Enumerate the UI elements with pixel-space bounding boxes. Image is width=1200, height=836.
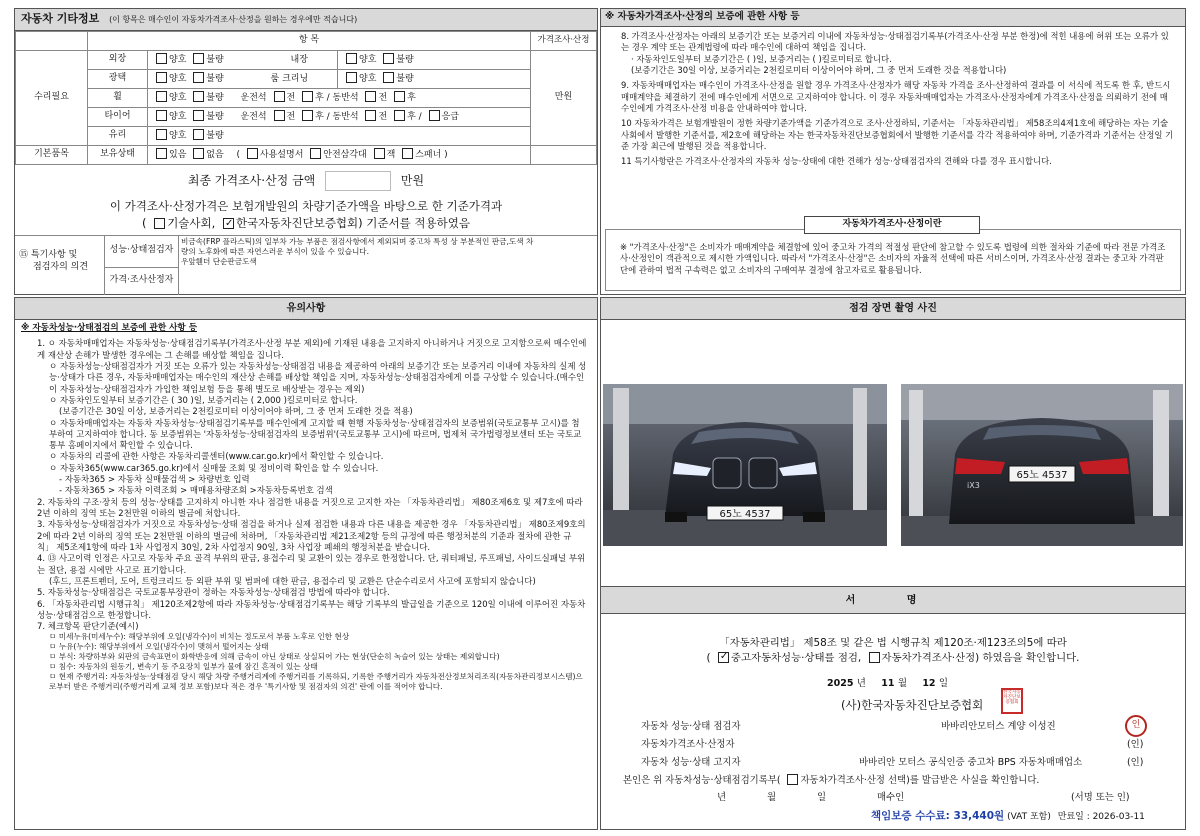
checkbox[interactable] [274,91,285,102]
checkbox[interactable] [193,72,204,83]
front-car-photo [603,384,887,546]
notice-criteria: ㅁ 누유(누수): 해당부위에서 오일(냉각수)이 맺혀서 떨어지는 상태 [49,642,269,652]
checkbox[interactable] [193,129,204,140]
guarantee-item-10: 10 자동차가격은 보험개발원이 정한 차량기준가액을 기준가격으로 조사·산정하되, 기준서는 「자동차관리법」 제58조의4제1호에 해당하는 자는 기술사회에서 발행한 기준서를, 제2호에 해당하는 자는 한국자동차진단보증협회에서 발행한 기준서를 각각 적용하여야 하며, 기준가격과 기준서는 산정일 기준 가장 최근에 발행된 것을 적용합니다. [621,118,1174,152]
notice-line: ㅇ 자동차인도일부터 보증기간은 ( 30 )일, 보증거리는 ( 2,000 )킬로미터로 합니다. [49,394,358,405]
row-label-gloss: 광택 [88,70,148,89]
checkbox[interactable] [394,91,405,102]
exterior-options: 양호 불량 내장 [148,51,338,70]
checkbox[interactable] [156,72,167,83]
basis-line: 이 가격조사·산정가격은 보험개발원의 차량기준가액을 바탕으로 한 기준가격과 [109,199,503,213]
special-notes-block [15,235,597,294]
perf-inspector-opinion: 비금속(FRP 플라스틱)의 일부차 가능 부품은 점검사항에서 제외되며 중고차 특성 상 부분적인 판금,도색 차 량의 노후화에 따른 자연스러운 부식이 있을 수 있습니다. 우앞휀더 단순판금도색 [181,237,534,266]
notice-line: ㅇ 자동차365(www.car365.go.kr)에서 실매물 조회 및 정비이력 확인을 할 수 있습니다. [49,462,379,473]
interior-options: 양호 불량 [338,51,531,70]
signatory-row: 자동차가격조사·산정자 (인) [641,739,1144,750]
association-name: (사)한국자동차진단보증협회 [841,698,984,712]
checkbox[interactable] [383,72,394,83]
notice-line: ㅇ 자동차성능·상태점검자가 거짓 또는 오류가 있는 자동차성능·상태점검 내용을 제공하여 아래의 보증기간 또는 보증거리 이내에 자동차의 실제 성능·상태가 다른 경우, 자동차매매업자는 매수인의 재산상 손해를 배상할 책임을 지며, 자동차성능·상태점검자에게 이를 구상할 수 있습니다.(매수인이 자동차성능·상태점검자가 가입한 책임보험 등을 통해 별도로 배상받는 경우는 제외) [49,360,587,394]
checkbox[interactable] [310,148,321,159]
guarantee-fee: 책임보증 수수료: 33,440원 [871,810,1005,822]
notice-criteria: ㅁ 침수: 자동차의 원동기, 변속기 등 주요장치 일부가 물에 잠긴 흔적이 있는 상태 [49,662,318,672]
signature-date: 2025 년 11 월 12 일 [827,678,949,689]
special-notes-label: ⑮ 특기사항 및 점검자의 의견 [15,236,105,295]
notice-line: 2. 자동차의 구조·장치 등의 성능·상태를 고지하지 아니한 자나 점검한 내용을 거짓으로 고지한 자는 「자동차관리법」 제80조제6호 및 제7호에 따라 2년 이하의 징역 또는 2천만원 이하의 벌금에 처합니다. [37,496,583,519]
checkbox[interactable] [193,148,204,159]
checkbox[interactable] [365,91,376,102]
notice-line: ㅇ 자동차의 리콜에 관한 사항은 자동차리콜센터(www.car.go.kr)에서 확인할 수 있습니다. [49,451,384,462]
notice-line: 5. 자동차성능·상태점검은 국토교통부장관이 정하는 자동차성능·상태점검 방법에 따라야 합니다. [37,587,390,598]
checkbox[interactable] [193,110,204,121]
checkbox[interactable] [346,53,357,64]
row-label-exterior: 외장 [88,51,148,70]
notice-line: ㅇ 자동차매매업자는 자동차 자동차성능·상태점검기록부를 매수인에게 고지할 때 현행 자동차성능·상태점검자의 보증범위(국토교통부 고시)를 첨부하여 고지하여야 합니다. 동 보증범위는 '자동차성능·상태점검자의 보증범위'(국토교통부 고시)에 따르며, 법제처 국가법령정보센터 또는 국토교통부 홈페이지에서 확인할 수 있습니다. [49,417,582,451]
front-car-image [603,384,887,546]
checkbox[interactable] [156,53,167,64]
notice-body [15,334,597,691]
price-basis: 이 가격조사·산정가격은 보험개발원의 차량기준가액을 바탕으로 한 기준가격과 ( 기술사회, ✓ 한국자동차진단보증협회) 기준서를 적용하였음 [15,198,597,233]
col-item-header: 항 목 [88,32,531,51]
front-plate-text: 65노 4537 [719,509,771,520]
row-label-glass: 유리 [88,127,148,146]
notice-criteria: ㅁ 부식: 차량하부와 외판의 금속표면이 화학반응에 의해 금속이 아닌 상태로 상실되어 가는 현상(단순히 녹슬어 있는 상태는 제외합니다) [49,652,500,662]
signatory-row: 자동차 성능·상태 점검자 바바리안모터스 계양 이성진 인 [641,720,1161,738]
rear-plate-text: 65노 4537 [1016,470,1068,481]
checkbox[interactable] [247,148,258,159]
model-badge: iX3 [967,481,980,490]
price-inspector-label: 가격·조사산정자 [105,268,179,295]
vehicle-other-info-section [14,8,598,295]
unit-man: 만원 [531,51,597,146]
checkbox-price-select[interactable] [787,774,798,785]
row-label-tire: 타이어 [88,108,148,127]
association-seal-icon: 한국자동차진단보증협회 [1001,688,1023,714]
row-label-interior: 내장 [290,55,308,66]
checkbox[interactable] [156,148,167,159]
guarantee-item-8: 8. 가격조사·산정자는 아래의 보증기간 또는 보증거리 이내에 자동차성능·상태점검기록부(가격조사·산정 부분 한정)에 적힌 내용에 허위 또는 오류가 있는 경우 계약 또는 관계법령에 따라 매수인에 대하여 책임을 집니다. [621,31,1169,53]
checkbox[interactable] [156,91,167,102]
final-price-input[interactable] [325,171,391,191]
notice-line: (후드, 프론트펜더, 도어, 트렁크리드 등 외판 부위 및 범퍼에 대한 판금, 용접수리 및 교환은 단순수리로서 사고에 포함되지 않습니다) [49,575,536,586]
checkbox[interactable] [374,148,385,159]
price-definition-box [605,219,1181,291]
checkbox[interactable] [156,110,167,121]
checkbox[interactable] [429,110,440,121]
notice-title: 유의사항 [15,298,597,320]
price-definition-title: 자동차가격조사·산정이란 [804,216,980,234]
notice-line: - 자동차365 > 자동차 실매물검색 > 차량번호 입력 [59,474,250,485]
receipt-confirmation: 본인은 위 자동차성능·상태점검기록부( 자동차가격조사·산정 선택)를 발급받은 사실을 확인합니다. [623,775,1040,786]
condition-table: 항 목 가격조사·산정 수리필요 외장 양호 불량 내장 양호 불량 만원 광택 양호 불량 룸 크리닝 양호 불량 휠 양호 불량 운전석 전 후 / 동반석 전 후 타이어 양호 불량 운전석 전 후 / 동반석 전 후 / 응급 유리 양호 불량 기본품목 보유상태 있음 없음 ( 사용설명서 안전삼각대 잭 스패너 ) [15,31,597,165]
notice-line: - 자동차365 > 자동차 이력조회 > 매매용차량조회 >자동차등록번호 검색 [59,485,333,496]
checkbox[interactable] [402,148,413,159]
rear-car-image [901,384,1183,546]
checkbox[interactable] [302,91,313,102]
checkbox[interactable] [346,72,357,83]
checkbox-kad-checked[interactable] [223,218,234,229]
signature-title: 서 명 [601,587,1185,613]
row-label-own-status: 보유상태 [88,146,148,165]
notice-criteria: ㅁ 현재 주행거리: 자동차성능·상태점검 당시 해당 차량 주행거리계에 주행거리를 기록하되, 기록한 주행거리가 자동차전산정보처리조직(자동차관리정보시스템)으로부터 받은 주행거리(주행거리계 교체 정보 포함)보다 적은 경우 '특기사항 및 점검자의 의견' 란에 이를 적어야 합니다. [49,671,583,691]
notice-criteria: ㅁ 미세누유(미세누수): 해당부위에 오일(냉각수)이 비치는 정도로서 부품 노후로 인한 현상 [49,632,350,642]
guarantee-note: (보증기간은 30일 이상, 보증거리는 2천킬로미터 이상이어야 하며, 그 중 먼저 도래한 것을 적용합니다) [631,65,1007,76]
perf-inspector-label: 성능·상태점검자 [105,236,179,268]
expiry-date: 만료일 : 2026-03-11 [1057,812,1145,822]
photo-section [600,297,1186,614]
row-label-wheel: 휠 [88,89,148,108]
notice-line: 7. 체크항목 판단기준(예시) [37,621,139,632]
notice-line: 4. ⑬ 사고이력 인정은 사고로 자동차 주요 골격 부위의 판금, 용접수리 및 교환이 있는 경우로 한정합니다. 단, 쿼터패널, 루프패널, 사이드실패널 부위는 절단, 용접 시에만 사고로 표기합니다. [37,553,586,575]
notice-line: 6. 「자동차관리법 시행규칙」 제120조제2항에 따라 자동차성능·상태점검기록부는 해당 기록부의 발급일을 기준으로 120일 이내에 이루어진 자동차 성능·상태점검으로 한정합니다. [37,598,586,620]
photo-title: 점검 장면 촬영 사진 [601,298,1185,320]
final-price-unit: 만원 [400,173,425,188]
rear-car-photo [901,384,1183,546]
basic-items-label: 기본품목 [16,146,88,165]
section-header [15,9,597,31]
row-label-room-clean: 룸 크리닝 [270,74,309,85]
signatory-row: 자동차 성능·상태 고지자 바바리안 모터스 공식인증 중고차 BPS 자동차매매업소 (인) [641,757,1144,768]
signature-section: 「자동차관리법」 제58조 및 같은 법 시행규칙 제120조·제123조의5에 따라 ( ✓ 중고자동차성능·상태를 점검, 자동차가격조사·산정) 하였음을 확인합니다. 2025 년 11 월 12 일 (사)한국자동차진단보증협회 한국자동차진단보증협회 자동차 성능·상태 점검자 바바리안모터스 계양 이성진 인 자동차가격조사·산정자 (인) 자동차 성능·상태 고지자 바바리안 모터스 공식인증 중고차 BPS 자동차매매업소 (인) 본인은 위 자동차성능·상태점검기록부( 자동차가격조사·산정 선택)를 발급받은 사실을 확인합니다. 년 월 일 매수인 (서명 또는 인) 책임보증 수수료: 33,440원 (VAT 포함) 만료일 : 2026-03-11 [600,614,1186,830]
checkbox[interactable] [274,110,285,121]
final-price-label: 최종 가격조사·산정 금액 [187,173,316,188]
section-title: 자동차 기타정보 [21,12,100,25]
fee-row: 책임보증 수수료: 33,440원 (VAT 포함) 만료일 : 2026-03-11 [871,810,1145,822]
checkbox[interactable] [193,91,204,102]
signature-statement: 「자동차관리법」 제58조 및 같은 법 시행규칙 제120조·제123조의5에 따라 ( ✓ 중고자동차성능·상태를 점검, 자동차가격조사·산정) 하였음을 확인합니다. [601,636,1185,665]
checkbox[interactable] [365,110,376,121]
guarantee-period: · 자동차인도일부터 보증기간은 ( )일, 보증거리는 ( )킬로미터로 합니다. [631,53,892,64]
price-guarantee-items [601,27,1185,168]
checkbox[interactable] [193,53,204,64]
checkbox[interactable] [383,53,394,64]
checkbox[interactable] [302,110,313,121]
checkbox-performance-checked[interactable] [718,652,729,663]
checkbox[interactable] [156,129,167,140]
notice-section [14,297,598,830]
repair-needed-label: 수리필요 [16,51,88,146]
signatory-list [641,720,1161,774]
price-definition-text: ※ "가격조사·산정"은 소비자가 매매계약을 체결함에 있어 중고차 가격의 적절성 판단에 참고할 수 있도록 법령에 의한 절차와 기준에 따라 전문 가격조사·산정인이 객관적으로 제시한 가액입니다. 따라서 "가격조사·산정"은 소비자의 자율적 선택에 따른 서비스이며, 가격조사·산정 결과는 중고차 가격판단에 관하여 법적 구속력은 없고 소비자의 구매여부 결정에 참고자료로 활용됩니다. [620,242,1166,275]
price-guarantee-section [600,8,1186,295]
personal-seal-icon: 인 [1125,715,1147,737]
checkbox-price-survey[interactable] [869,652,880,663]
col-price-header: 가격조사·산정 [531,32,597,51]
notice-line: 1. ㅇ 자동차매매업자는 자동차성능·상태점검기록부(가격조사·산정 부분 제외)에 기재된 내용을 고지하지 아니하거나 거짓으로 고지함으로써 매수인에게 재산상 손해가 발생한 경우에는 그 손해를 배상할 책임을 집니다. [37,338,587,360]
section-subtitle: (이 항목은 매수인이 자동차가격조사·산정을 원하는 경우에만 적습니다) [109,15,358,24]
notice-line: 3. 자동차성능·상태점검자가 거짓으로 자동차성능·상태 점검을 하거나 실제 점검한 내용과 다른 내용을 제공한 경우 「자동차관리법」 제80조제9호의2에 따라 2년 이하의 징역 또는 2천만원 이하의 벌금에 처하며, 「자동차관리법 제21조제2항 등의 규정에 따른 행정처분의 기준과 절차에 관한 규칙」 제5조제1항에 따라 1차 사업정지 30일, 2차 사업정지 90일, 3차 사업장 폐쇄의 행정처분을 받습니다. [37,519,586,552]
checkbox[interactable] [394,110,405,121]
notice-subtitle: ※ 자동차성능·상태점검의 보증에 관한 사항 등 [21,323,198,333]
guarantee-item-9: 9. 자동차매매업자는 매수인이 가격조사·산정을 원할 경우 가격조사·산정자가 해당 자동차 가격을 조사·산정하여 결과를 이 서식에 적도록 한 후, 반드시 매매계약을 체결하기 전에 매수인에게 서면으로 고지하여야 합니다. 이 경우 자동차매매업자는 가격조사·산정자에게 가격조사·산정을 의뢰하기 전에 매수인에게 가격조사·산정 비용을 안내하여야 합니다. [621,80,1171,114]
final-price-row [15,171,597,191]
checkbox-tech-society[interactable] [154,218,165,229]
notice-line: (보증기간은 30일 이상, 보증거리는 2천킬로미터 이상이어야 하며, 그 중 먼저 도래한 것을 적용) [59,406,413,417]
price-guarantee-title: ※ 자동차가격조사·산정의 보증에 관한 사항 등 [601,9,1185,27]
guarantee-item-11: 11 특기사항란은 가격조사·산정자의 자동차 성능·상태에 대한 견해가 성능·상태점검자의 견해와 다를 경우 표시합니다. [621,156,1052,167]
